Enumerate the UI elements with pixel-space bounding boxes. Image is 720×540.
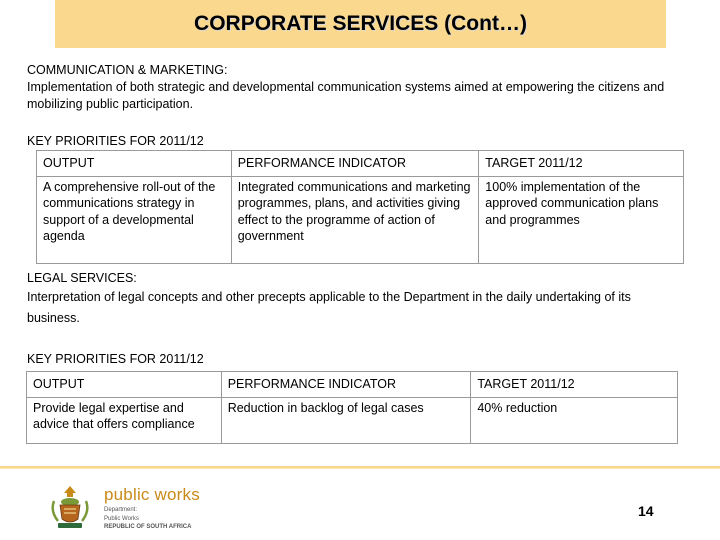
key-priorities-heading-2: KEY PRIORITIES FOR 2011/12 (27, 352, 204, 366)
table-header-cell: TARGET 2011/12 (471, 372, 678, 398)
communication-heading: COMMUNICATION & MARKETING: (27, 63, 228, 77)
table-header-cell: PERFORMANCE INDICATOR (231, 151, 479, 177)
table-cell: Reduction in backlog of legal cases (221, 397, 471, 443)
table-row (27, 397, 678, 443)
coat-of-arms-icon (46, 483, 94, 531)
table-cell: 100% implementation of the approved communication plans and programmes (479, 176, 684, 263)
priorities-table-2 (26, 371, 678, 444)
table-header-cell: PERFORMANCE INDICATOR (221, 372, 471, 398)
table-row (37, 176, 684, 263)
table-cell: Provide legal expertise and advice that offers compliance (27, 397, 222, 443)
legal-heading: LEGAL SERVICES: (27, 271, 137, 285)
table-header-cell: TARGET 2011/12 (479, 151, 684, 177)
brand-line-3: REPUBLIC OF SOUTH AFRICA (104, 524, 192, 530)
table-cell: A comprehensive roll-out of the communications strategy in support of a developmental agenda (37, 176, 232, 263)
priorities-table-1 (36, 150, 684, 264)
table-header-row (37, 151, 684, 177)
footer-divider-shadow (0, 468, 720, 469)
legal-description: Interpretation of legal concepts and other precepts applicable to the Department in the daily undertaking of its business. (27, 290, 631, 325)
page-title: CORPORATE SERVICES (Cont…) (194, 12, 527, 35)
brand-logo (104, 485, 200, 531)
table-header-cell: OUTPUT (27, 372, 222, 398)
legal-section (27, 270, 687, 329)
table-cell: 40% reduction (471, 397, 678, 443)
communication-description: Implementation of both strategic and developmental communication systems aimed at empowering the citizens and mobilizing public participation. (27, 80, 665, 111)
brand-line-2: Public Works (104, 515, 139, 522)
table-header-cell: OUTPUT (37, 151, 232, 177)
table-header-row (27, 372, 678, 398)
communication-section (27, 62, 687, 113)
title-banner (55, 0, 666, 48)
brand-line-1: Department: (104, 507, 138, 513)
key-priorities-heading-1: KEY PRIORITIES FOR 2011/12 (27, 134, 204, 148)
table-cell: Integrated communications and marketing programmes, plans, and activities giving effect to the programme of action of government (231, 176, 479, 263)
page-number: 14 (638, 503, 654, 519)
brand-name: public works (104, 485, 200, 504)
